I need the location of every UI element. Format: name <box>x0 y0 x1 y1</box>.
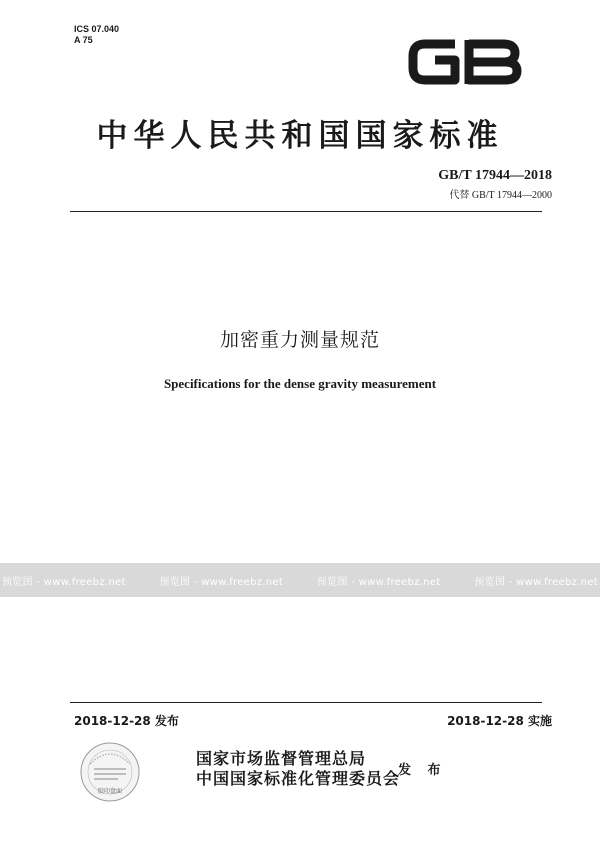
watermark-text: 预览图 - www.freebz.net <box>159 576 284 588</box>
seal-text: 胶印盘面 <box>97 788 123 795</box>
ccs-code: A 75 <box>74 35 93 45</box>
issuer-sac: 中国国家标准化管理委员会 <box>196 769 401 788</box>
document-title-english: Specifications for the dense gravity measurement <box>163 376 437 391</box>
implementation-date: 2018-12-28 实施 <box>447 714 552 728</box>
preview-watermark-band <box>0 563 600 597</box>
replaces-standard: 代替 GB/T 17944—2000 <box>449 190 552 201</box>
bottom-divider <box>70 702 542 703</box>
anti-counterfeit-seal-icon <box>78 740 142 804</box>
issuer-samr: 国家市场监督管理总局 <box>196 749 367 768</box>
top-divider <box>70 211 542 212</box>
issuing-authorities <box>196 749 400 789</box>
standard-number: GB/T 17944—2018 <box>438 168 552 183</box>
issue-date: 2018-12-28 发布 <box>74 714 179 728</box>
watermark-text: 预览图 - www.freebz.net <box>2 576 126 588</box>
issue-label: 发 布 <box>398 763 447 778</box>
gb-logo-icon <box>405 34 525 90</box>
watermark-text: 预览图 - www.freebz.net <box>474 576 598 588</box>
ics-code: ICS 07.040 <box>74 24 120 34</box>
national-standard-title: 中华人民共和国国家标准 <box>96 118 504 154</box>
document-title-chinese: 加密重力测量规范 <box>219 329 380 351</box>
classification-codes <box>74 24 119 46</box>
watermark-text: 预览图 - www.freebz.net <box>316 576 441 588</box>
